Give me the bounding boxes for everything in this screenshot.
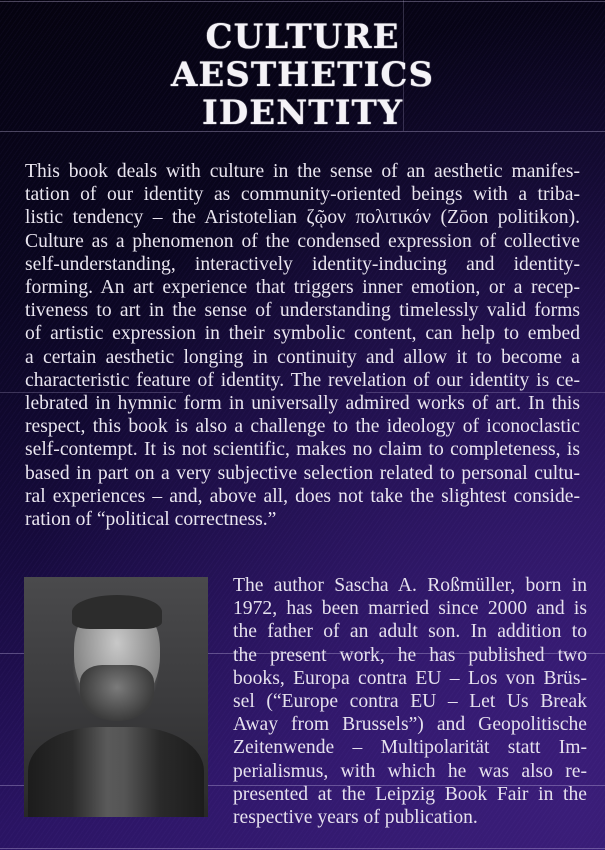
photo-beard	[80, 665, 154, 721]
guide-rule-top	[0, 1, 605, 2]
bio-line: Zeitenwende – Multipolarität statt Im-	[233, 737, 587, 759]
blurb-line: ration of “political correctness.”	[25, 509, 277, 531]
blurb-line: lebrated in hymnic form in universally admired works of art. In this	[25, 393, 580, 415]
bio-line: presented at the Leipzig Book Fair in the	[233, 783, 587, 805]
book-title	[0, 18, 605, 132]
book-blurb	[25, 160, 580, 531]
bio-line: perialismus, with which he was also re-	[233, 760, 587, 782]
blurb-line: tation of our identity as community-oriented beings with a triba-	[25, 184, 580, 206]
blurb-line: Culture as a phenomenon of the condensed expression of collective	[25, 230, 580, 252]
blurb-line: forming. An art experience that triggers inner emotion, or a recep-	[25, 277, 580, 299]
blurb-line: of artistic expression in their symbolic content, can help to embed	[25, 323, 580, 345]
photo-torso	[28, 727, 204, 817]
bio-line: sel (“Europe contra EU – Let Us Break	[233, 691, 587, 713]
blurb-line: based in part on a very subjective selection related to personal cultu-	[25, 462, 580, 484]
bio-line: the father of an adult son. In addition to	[233, 621, 587, 643]
blurb-line: characteristic feature of identity. The revelation of our identity is ce-	[25, 369, 580, 391]
blurb-line: a certain aesthetic longing in continuity and allow it to become a	[25, 346, 580, 368]
blurb-line: self-contempt. It is not scientific, makes no claim to completeness, is	[25, 439, 580, 461]
bio-line: respective years of publication.	[233, 807, 478, 829]
photo-hair	[72, 595, 162, 629]
author-bio	[233, 574, 587, 829]
bio-line: Away from Brussels”) and Geopolitische	[233, 714, 587, 736]
author-photo	[24, 577, 208, 817]
blurb-line: listic tendency – the Aristotelian ζῷον πολιτικόν (Zōon politikon).	[25, 207, 580, 229]
bio-line: 1972, has been married since 2000 and is	[233, 598, 587, 620]
bio-line: The author Sascha A. Roßmüller, born in	[233, 575, 587, 596]
title-line-identity: IDENTITY	[201, 93, 404, 133]
bio-line: books, Europa contra EU – Los von Brüs-	[233, 667, 587, 689]
bio-line: the present work, he has published two	[233, 644, 587, 666]
guide-rule-bottom	[0, 848, 605, 849]
blurb-line: ral experiences – and, above all, does not take the slightest conside-	[25, 485, 580, 507]
blurb-line: This book deals with culture in the sense of an aesthetic manifes-	[25, 161, 580, 182]
title-line-aesthetics: AESTHETICS	[170, 55, 434, 95]
blurb-line: respect, this book is also a challenge to the ideology of iconoclastic	[25, 416, 580, 438]
title-line-culture: CULTURE	[205, 17, 400, 57]
blurb-line: self-understanding, interactively identity-inducing and identity-	[25, 253, 580, 275]
blurb-line: tiveness to art in the sense of understanding timelessly valid forms	[25, 300, 580, 322]
